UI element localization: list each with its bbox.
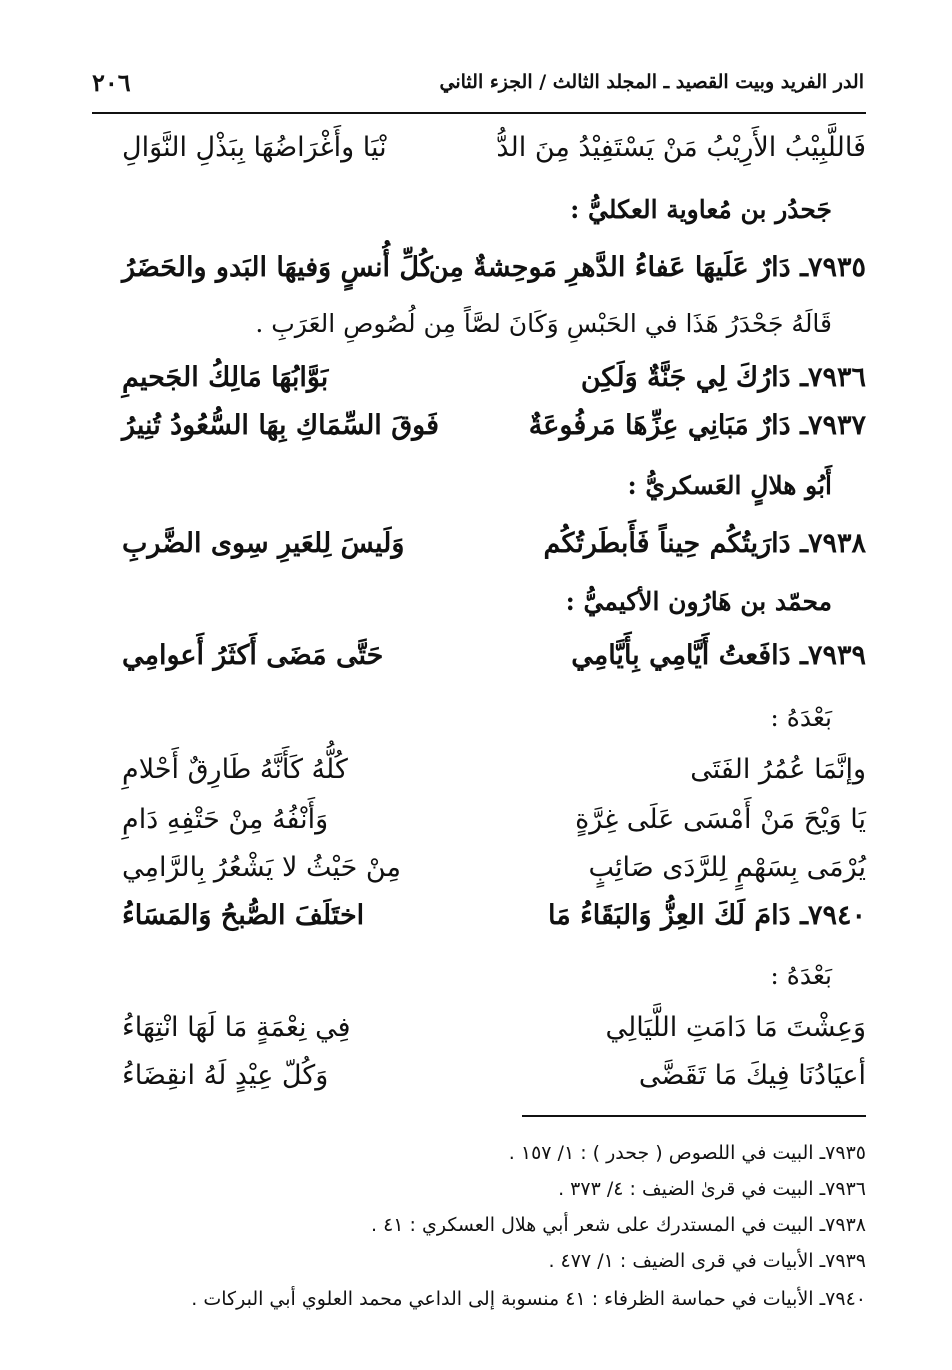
verse-second-hemistich: وَأَنْفُهُ مِنْ حَتْفِهِ دَامِ bbox=[122, 804, 329, 835]
verse-line bbox=[122, 800, 866, 840]
verse-line bbox=[122, 750, 866, 790]
verse-line bbox=[122, 128, 866, 168]
verse-second-hemistich: بَوَّابُهَا مَالِكُ الجَحيمِ bbox=[122, 362, 329, 393]
footnote-rule bbox=[522, 1115, 866, 1117]
verse-first-hemistich: ٧٩٣٥ـ دَارٌ عَلَيهَا عَفاءُ الدَّهرِ مَوحِشةٌ مِن bbox=[428, 252, 866, 283]
verse-second-hemistich: مِنْ حَيْثُ لا يَشْعُرُ بِالرَّامِي bbox=[122, 852, 401, 883]
verse-second-hemistich: اختَلَفَ الصُّبحُ وَالمَسَاءُ bbox=[122, 900, 365, 931]
page-number: ٢٠٦ bbox=[92, 67, 131, 97]
verse-line bbox=[122, 406, 866, 446]
verse-second-hemistich: حَتَّى مَضَى أَكثَرُ أَعوامِي bbox=[122, 640, 384, 671]
verse-first-hemistich: ٧٩٣٨ـ دَارَيتُكُم حِيناً فَأَبطَرتُكُم bbox=[543, 528, 866, 559]
footnote-item: ٧٩٣٩ـ الأبيات في قرى الضيف : ١/ ٤٧٧ . bbox=[548, 1250, 866, 1272]
prose-line: بَعْدَهُ : bbox=[770, 703, 832, 732]
verse-first-hemistich: ٧٩٣٩ـ دَافَعتُ أَيَّامِي بِأَيَّامِي bbox=[571, 640, 866, 671]
verse-second-hemistich: فَوقَ السِّمَاكِ بِهَا السُّعُودُ تُنِيرُ bbox=[122, 410, 440, 441]
verse-line bbox=[122, 524, 866, 564]
footnote-item: ٧٩٣٦ـ البيت في قرىٰ الضيف : ٤/ ٣٧٣ . bbox=[558, 1178, 866, 1200]
verse-first-hemistich: فَاللَّبِيْبُ الأَرِيْبُ مَنْ يَسْتَفِيْدُ مِنَ الدُّ bbox=[496, 132, 866, 163]
poet-heading: جَحدُر بن مُعاوية العكليُّ : bbox=[570, 195, 832, 224]
verse-second-hemistich: نْيَا وأَغْرَاضُهَا بِبَذْلِ النَّوَالِ bbox=[122, 132, 387, 163]
footnote-item: ٧٩٣٥ـ البيت في اللصوص ( جحدر ) : ١/ ١٥٧ . bbox=[508, 1142, 866, 1164]
verse-line bbox=[122, 358, 866, 398]
verse-first-hemistich: وإنَّمَا عُمُرُ الفَتَى bbox=[690, 754, 866, 785]
verse-line bbox=[122, 848, 866, 888]
header-rule bbox=[92, 112, 866, 114]
footnote-item: ٧٩٤٠ـ الأبيات في حماسة الظرفاء : ٤١ منسوبة إلى الداعي محمد العلوي أبي البركات . bbox=[191, 1288, 866, 1310]
verse-second-hemistich: وَلَيسَ لِلعَيرِ سِوى الضَّربِ bbox=[122, 528, 405, 559]
prose-line: قَالَهُ جَحْدَرُ هَذَا في الحَبْسِ وَكَانَ لصَّاً مِن لُصُوصِ العَرَبِ . bbox=[255, 309, 832, 338]
verse-second-hemistich: كُلُّهُ كَأَنَّهُ طَارِقٌ أَحْلامِ bbox=[122, 754, 348, 785]
footnote-item: ٧٩٣٨ـ البيت في المستدرك على شعر أبي هلال العسكري : ٤١ . bbox=[371, 1214, 866, 1236]
verse-first-hemistich: ٧٩٣٧ـ دَارٌ مَبَانِي عِزِّهَا مَرفُوعَةٌ bbox=[528, 410, 866, 441]
verse-line bbox=[122, 1056, 866, 1096]
running-title: الدر الفريد وبيت القصيد ـ المجلد الثالث / الجزء الثاني bbox=[439, 71, 864, 93]
verse-line bbox=[122, 248, 866, 288]
poet-heading: أَبُو هلالٍ العَسكريُّ : bbox=[627, 471, 832, 500]
verse-second-hemistich: كُلِّ أُنسٍ وَفيهَا البَدو والحَضَرُ bbox=[122, 252, 433, 283]
poet-heading: محمّد بن هَارُون الأكيميُّ : bbox=[565, 587, 832, 616]
verse-second-hemistich: فِي نِعْمَةٍ مَا لَهَا انْتِهَاءُ bbox=[122, 1012, 351, 1043]
page-header bbox=[92, 62, 864, 102]
verse-first-hemistich: ٧٩٤٠ـ دَامَ لَكَ العِزُّ وَالبَقَاءُ مَا bbox=[548, 900, 866, 931]
verse-first-hemistich: يَا وَيْحَ مَنْ أَمْسَى عَلَى غِرَّةٍ bbox=[575, 804, 866, 835]
verse-first-hemistich: يُرْمَى بِسَهْمٍ لِلرَّدَى صَائِبٍ bbox=[588, 852, 866, 883]
verse-line bbox=[122, 636, 866, 676]
verse-line bbox=[122, 1008, 866, 1048]
verse-first-hemistich: ٧٩٣٦ـ دَارُكَ لِي جَنَّةٌ وَلَكِن bbox=[580, 362, 866, 393]
verse-first-hemistich: وَعِشْتَ مَا دَامَتِ اللَّيَالِي bbox=[605, 1012, 866, 1043]
verse-second-hemistich: وَكُلّ عِيْدٍ لَهُ انقِضَاءُ bbox=[122, 1060, 329, 1091]
verse-first-hemistich: أعيَادُنَا فِيكَ مَا تَقَضَّى bbox=[638, 1060, 866, 1091]
prose-line: بَعْدَهُ : bbox=[770, 961, 832, 990]
verse-line bbox=[122, 896, 866, 936]
